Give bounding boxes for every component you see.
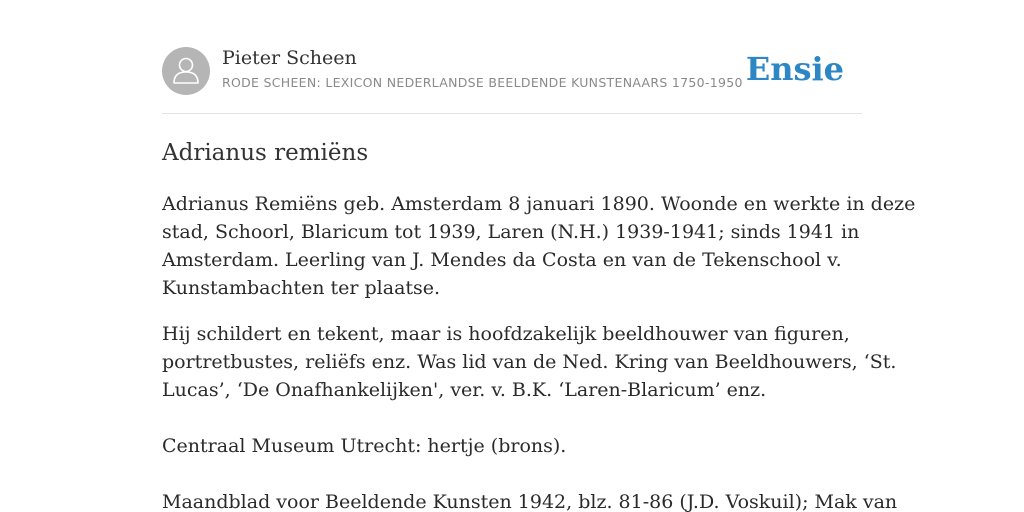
- text-line: Adrianus Remiëns geb. Amsterdam 8 januari 1890. Woonde en werkte in deze: [162, 193, 916, 215]
- article-body: [162, 190, 916, 512]
- ensie-logo[interactable]: Ensie: [745, 50, 844, 88]
- text-line: Kunstambachten ter plaatse.: [162, 277, 441, 299]
- paragraph: [162, 488, 898, 512]
- text-line: portretbustes, reliëfs enz. Was lid van de Ned. Kring van Beeldhouwers, ‘St.: [162, 351, 897, 373]
- text-line: stad, Schoorl, Blaricum tot 1939, Laren (N.H.) 1939-1941; sinds 1941 in: [162, 221, 860, 243]
- page: [162, 0, 916, 512]
- paragraph: [162, 320, 897, 404]
- text-line: Lucas’, ‘De Onafhankelijken', ver. v. B.K. ‘Laren-Blaricum’ enz.: [162, 379, 767, 401]
- text-line: Centraal Museum Utrecht: hertje (brons).: [162, 435, 567, 457]
- user-avatar-icon[interactable]: [162, 47, 210, 95]
- page-title: Adrianus remiëns: [162, 140, 369, 166]
- text-line: Amsterdam. Leerling van J. Mendes da Costa en van de Tekenschool v.: [162, 249, 842, 271]
- text-line: Maandblad voor Beeldende Kunsten 1942, blz. 81-86 (J.D. Voskuil); Mak van: [162, 491, 898, 512]
- text-line: Hij schildert en tekent, maar is hoofdzakelijk beeldhouwer van figuren,: [162, 323, 850, 345]
- person-outline-icon: [162, 47, 210, 95]
- paragraph: [162, 190, 916, 302]
- article-header: [162, 0, 862, 114]
- source-title[interactable]: RODE SCHEEN: LEXICON NEDERLANDSE BEELDENDE KUNSTENAARS 1750-1950: [222, 75, 743, 90]
- paragraph: [162, 432, 862, 460]
- author-name[interactable]: Pieter Scheen: [222, 47, 357, 69]
